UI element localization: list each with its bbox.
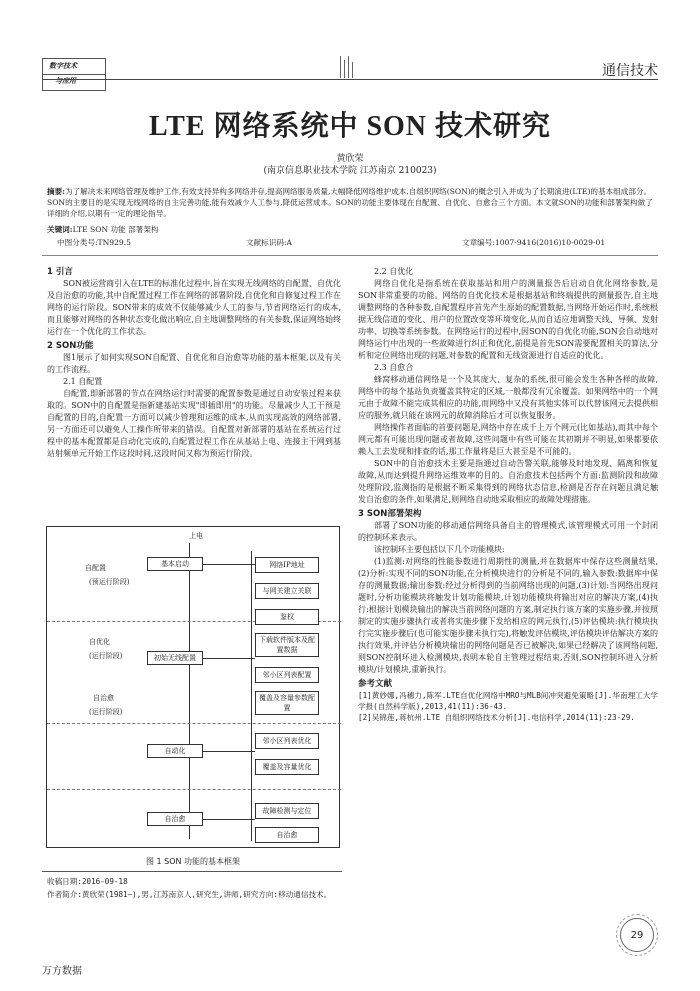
logo-line1: 数字技术 [49, 62, 77, 70]
section-tag: 通信技术 [602, 62, 658, 78]
box-authentication: 鉴权 [255, 609, 319, 625]
phase-run-2: (运行阶段) [89, 708, 123, 716]
phase-self-heal: 自治愈 [93, 694, 114, 702]
page-number-text: 29 [630, 929, 644, 941]
box-auto-heal: 自治愈 [147, 812, 203, 826]
author: 黄欣荣 [336, 154, 364, 164]
box-download-software: 下载软件版本及配置数据 [255, 633, 319, 657]
box-coverage-capacity-opt: 覆盖及容量优化 [255, 759, 319, 775]
phase-pre-run: (预运行阶段) [89, 578, 130, 586]
box-gateway-association: 与网关建立关联 [255, 583, 319, 599]
header-divider [344, 60, 345, 78]
clc-number: 中图分类号:TN929.5 [57, 238, 131, 247]
keywords-label: 关键词: [47, 225, 73, 234]
references-title: 参考文献 [358, 679, 393, 689]
section-3-body-2: 该控制环主要包括以下几个功能模块: [374, 545, 505, 554]
section-2-1-body: 自配置,即新部署的节点在网络运行时需要的配置参数是通过自动安装过程来获取的。SON中的自配置是指新建基站实现"即插即用"的功能。尽量减少人工干预是自配置的目的,自配置一方面可以减少管理和运维的成本,从而实现高效的网络部署,另一方面还可以避免人工操作所带来的错误。自配置对新部署的基站在系统运行过程中的基本配置都是自动化完成的,自配置过程工作在从基站上电、连接主干网到基站射频单元开始工作这段时间,这段时间又称为预运行阶段。 [47, 389, 341, 458]
son-framework-diagram [46, 526, 340, 848]
keywords-text: LTE SON 功能 部署架构 [72, 225, 159, 234]
header-rule [42, 79, 658, 80]
box-fault-detection: 故障检测与定位 [255, 803, 319, 819]
logo-line2: 与应用 [55, 77, 76, 85]
section-2-2-body: 网络自优化是指系统在获取基站和用户的测量报告后启动自优化网络参数,是SON非常重要的功能。网络的自优化技术是根据基站和终端提供的测量报告,自主地调整网络的各种参数,自配置程序首先产生原始的配置数据,当网络开始运作时,系统根据无线信道的变化、用户的位置改变等环境变化,从而自适应地调整天线、导频、发射功率、切换等系统参数。在网络运行的过程中,因SON的自优化功能,SON会自动地对网络运行中出现的一些故障进行纠正和优化,前提是首先SON需要配置相关的算法,分析和定位网络出现的问题,对参数的配置和无线资源进行自适应的优化。 [358, 279, 658, 360]
article-number: 文章编号:1007-9416(2016)10-0029-01 [462, 238, 606, 247]
box-initial-radio-config: 初始无线配置 [147, 651, 203, 665]
section-1-body: SON被运营商引入在LTE的标准化过程中,旨在实现无线网络的自配置、自优化及自治愈的功能,其中自配置过程工作在网络的部署阶段,自优化和自修复过程工作在网络的运行阶段。SON带来的成效不仅能够减少人工的参与,节省网络运行的成本,而且能够对网络的各种状态变化做出响应,自主地调整网络的有关参数,保证网络始终运行在一个优化的工作状态。 [47, 279, 341, 336]
header-divider [340, 56, 341, 78]
affiliation: (南京信息职业技术学院 江苏南京 210023) [263, 166, 437, 176]
box-neighbor-list-opt: 邻小区列表优化 [255, 733, 319, 749]
header-divider [348, 56, 349, 78]
section-2-1-title: 2.1 自配置 [63, 377, 103, 386]
footnote-rule [42, 871, 342, 872]
phase-run-1: (运行阶段) [89, 652, 123, 660]
box-network-ip: 网络IP地址 [255, 557, 319, 573]
reference-2: [2]吴锦莲,蒋杭州.LTE 自组织网络技术分析[J].电信科学,2014(11):23-29. [358, 713, 635, 722]
header-separator [42, 255, 658, 256]
article-title: LTE 网络系统中 SON 技术研究 [148, 111, 552, 142]
section-3-body-1: 部署了SON功能的移动通信网络具备自主的管理模式,该管理模式可用一个封闭的控制环来表示。 [358, 521, 658, 542]
box-coverage-capacity-config: 覆盖及容量参数配置 [255, 691, 319, 715]
reference-1: [1]黄妙娜,冯穗力,陈军.LTE自优化网络中MRO与MLB间冲突避免策略[J].华南理工大学学报(自然科学版),2013,41(11):36-43. [358, 691, 658, 711]
power-on-label: 上电 [189, 532, 203, 540]
box-auto-optimization: 自动化 [147, 744, 203, 758]
header-divider [352, 62, 353, 78]
section-2-3-body-1: 蜂窝移动通信网络是一个及其庞大、复杂的系统,很可能会发生各种各样的故障,网络中的每个基站负责覆盖其特定的区域,一般都没有冗余覆盖。如果网络中的一个网元由于故障不能完成其相应的功能,而网络中又没有其他实体可以代替该网元去提供相应的服务,就只能在该网元的故障消除后才可以恢复服务。 [358, 375, 658, 420]
section-3-title: 3 SON部署架构 [358, 509, 422, 519]
page-number-seal-icon [616, 914, 658, 956]
box-neighbor-list-config: 邻小区列表配置 [255, 667, 319, 683]
section-2-2-title: 2.2 自优化 [374, 267, 414, 276]
figure-caption: 图 1 SON 功能的基本框架 [145, 857, 241, 866]
phase-self-config: 自配置 [85, 564, 106, 572]
box-basic-setup: 基本启动 [147, 557, 203, 571]
doc-code: 文献标识码:A [246, 238, 293, 247]
section-3-body-3: (1)监测:对网络的性能参数进行周期性的测量,并在数据库中保存这些测量结果,(2)分析:实现不同的SON功能,在分析模块进行的分析是不同的,输入参数:数据库中保存的测量数据;输出参数:经过分析得到的当前网络出现的问题,(3)计划:当网络出现问题时,分析功能模块将触发计划功能模块,计划功能模块将输出对应的解决方案,(4)执行:根据计划模块输出的解决当前网络问题的方案,制定执行该方案的实施步骤,并按照制定的实施步骤执行或者将实施步骤下发给相应的网元执行,(5)评估模块:执行模块执行完实施步骤后(也可能实施步骤未执行完),将触发评估模块,评估模块评估解决方案的执行效果,并评估分析模块输出的网络问题是否已被解决,如果已经解决了该网络问题,则SON控制环进入检测模块,表明本轮自主管理过程结束,否则,SON控制环进入分析模块/计划模块,重新执行。 [358, 557, 658, 674]
author-bio: 作者简介:黄欣荣(1981—),男,江苏南京人,研究生,讲师,研究方向:移动通信技术。 [47, 890, 332, 899]
keywords [47, 224, 159, 235]
left-column [47, 266, 341, 460]
section-1-title: 1 引言 [47, 267, 73, 277]
received-date: 收稿日期:2016-09-18 [47, 877, 128, 886]
abstract-text: 为了解决未来网络管理及维护工作,有效支持异构多网络并存,提高网络服务质量,大幅降低网络维护成本,自组织网络(SON)的概念引入并成为了长期演进(LTE)的基本组成部分。SON的主要目的是实现无线网络的自主完善功能,能有效减少人工参与,降低运营成本。SON的功能主要体现在自配置、自优化、自愈合三个方面。本文就SON的功能和部署架构做了详细的介绍,以期有一定的理论指导。 [47, 187, 653, 218]
watermark: 万方数据 [42, 966, 82, 977]
abstract-label: 摘要: [47, 187, 65, 196]
section-2-3-body-3: SON中的自治愈技术主要是指通过自动告警关联,能够及时地发现、隔离和恢复故障,从而达到提升网络运维效率的目的。自治愈技术包括两个方面:监测阶段和故障处理阶段,监测指的是根据不断采集得到的网络状态信息,检测是否存在问题且满足触发自治愈的条件,如果满足,则网络自动地采取相应的故障处理措施。 [358, 459, 658, 504]
box-self-heal: 自治愈 [255, 827, 319, 843]
right-column [358, 266, 658, 723]
phase-self-opt: 自优化 [89, 638, 110, 646]
section-2-3-body-2: 网络操作者面临的首要问题是,网络中存在成千上万个网元(比如基站),而其中每个网元都有可能出现问题或者故障,这些问题中有些可能在其初期并不明显,如果都要依赖人工去发现和排查的话,那工作量将是巨大甚至是不可能的。 [358, 423, 658, 456]
abstract [47, 186, 659, 219]
page-number [620, 918, 654, 952]
journal-logo [42, 58, 106, 91]
section-2-body: 图1展示了如何实现SON自配置、自优化和自治愈等功能的基本框架,以及有关的工作流程。 [47, 353, 341, 374]
section-2-title: 2 SON功能 [47, 341, 94, 351]
section-2-3-title: 2.3 自愈合 [374, 363, 414, 372]
